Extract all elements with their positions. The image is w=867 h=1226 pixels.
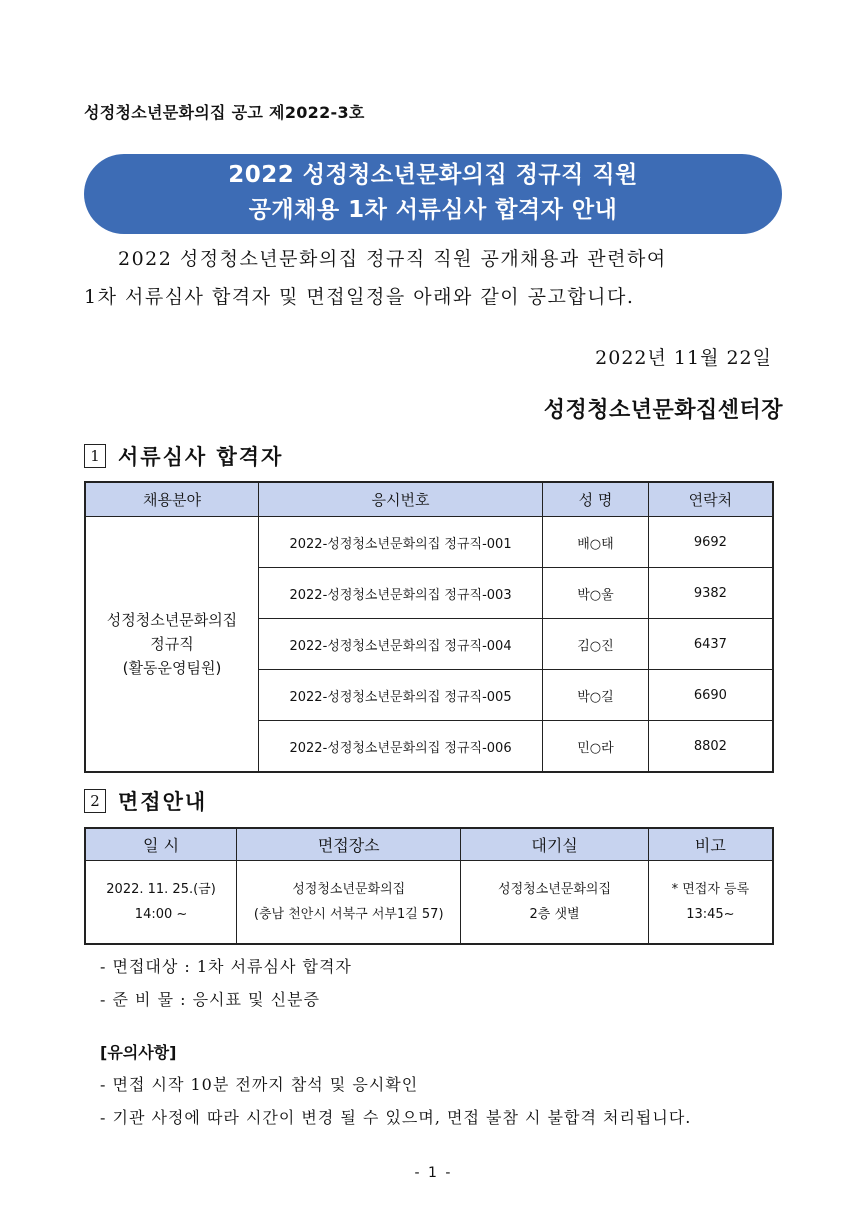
header-place: 면접장소: [237, 828, 461, 861]
table-row: [85, 861, 773, 945]
applicant-no: 2022-성정청소년문화의집 정규직-005: [258, 670, 542, 721]
list-item: - 기관 사정에 따라 시간이 변경 될 수 있으며, 면접 불참 시 불합격 처리됩니다.: [100, 1108, 692, 1127]
place-line-2: (충남 천안시 서북구 서부1길 57): [253, 907, 444, 922]
category-cell: [85, 517, 258, 773]
applicant-contact: 9382: [648, 568, 773, 619]
category-line-3: (활동운영팀원): [122, 659, 222, 677]
note-line-2: 13:45~: [686, 907, 735, 922]
title-banner: [84, 154, 782, 234]
notice-date: 2022년 11월 22일: [595, 347, 772, 369]
applicant-no: 2022-성정청소년문화의집 정규직-001: [258, 517, 542, 568]
interview-bullets: [100, 950, 352, 1016]
category-line-1: 성정청소년문화의집: [106, 611, 238, 629]
applicant-name: 박○울: [543, 568, 649, 619]
category-line-2: 정규직: [150, 635, 194, 653]
issuer: 성정청소년문화집센터장: [543, 398, 783, 423]
header-field: 채용분야: [85, 482, 258, 517]
page-number: - 1 -: [414, 1165, 453, 1181]
header-contact: 연락처: [648, 482, 773, 517]
header-name: 성 명: [543, 482, 649, 517]
applicant-name: 배○태: [543, 517, 649, 568]
intro-line-1: 2022 성정청소년문화의집 정규직 직원 공개채용과 관련하여: [118, 248, 667, 270]
note-line-1: * 면접자 등록: [671, 882, 750, 897]
notice-number: 성정청소년문화의집 공고 제2022-3호: [84, 103, 365, 122]
passers-table: [84, 481, 774, 773]
section1-number: 1: [84, 444, 106, 468]
applicant-contact: 6437: [648, 619, 773, 670]
applicant-no: 2022-성정청소년문화의집 정규직-004: [258, 619, 542, 670]
interview-header-row: [85, 828, 773, 861]
intro-paragraph: [84, 240, 784, 316]
applicant-name: 박○길: [543, 670, 649, 721]
interview-table: [84, 827, 774, 945]
list-item: - 준 비 물 : 응시표 및 신분증: [100, 990, 320, 1009]
header-datetime: 일 시: [85, 828, 237, 861]
place-line-1: 성정청소년문화의집: [292, 882, 406, 897]
intro-line-2: 1차 서류심사 합격자 및 면접일정을 아래와 같이 공고합니다.: [84, 286, 635, 308]
header-waiting-room: 대기실: [461, 828, 648, 861]
applicant-contact: 6690: [648, 670, 773, 721]
interview-note: [648, 861, 773, 945]
title-line-1: 2022 성정청소년문화의집 정규직 직원: [228, 162, 638, 188]
cautions-list: [100, 1068, 691, 1134]
interview-place: [237, 861, 461, 945]
waiting-line-2: 2층 샛별: [529, 907, 580, 922]
cautions-title: [유의사항]: [100, 1043, 177, 1062]
header-applicant-no: 응시번호: [258, 482, 542, 517]
waiting-line-1: 성정청소년문화의집: [498, 882, 612, 897]
title-line-2: 공개채용 1차 서류심사 합격자 안내: [248, 197, 618, 223]
list-item: - 면접 시작 10분 전까지 참석 및 응시확인: [100, 1075, 419, 1094]
section1-heading: [84, 441, 283, 471]
datetime-line-1: 2022. 11. 25.(금): [106, 882, 216, 897]
section2-number: 2: [84, 789, 106, 813]
applicant-no: 2022-성정청소년문화의집 정규직-006: [258, 721, 542, 773]
section1-title: 서류심사 합격자: [118, 444, 284, 469]
interview-waiting-room: [461, 861, 648, 945]
table-row: [85, 517, 773, 568]
datetime-line-2: 14:00 ~: [134, 907, 188, 922]
section2-heading: [84, 786, 207, 816]
list-item: - 면접대상 : 1차 서류심사 합격자: [100, 957, 352, 976]
interview-datetime: [85, 861, 237, 945]
applicant-name: 김○진: [543, 619, 649, 670]
applicant-contact: 8802: [648, 721, 773, 773]
applicant-contact: 9692: [648, 517, 773, 568]
section2-title: 면접안내: [118, 789, 208, 814]
applicant-name: 민○라: [543, 721, 649, 773]
header-note: 비고: [648, 828, 773, 861]
applicant-no: 2022-성정청소년문화의집 정규직-003: [258, 568, 542, 619]
passers-header-row: [85, 482, 773, 517]
